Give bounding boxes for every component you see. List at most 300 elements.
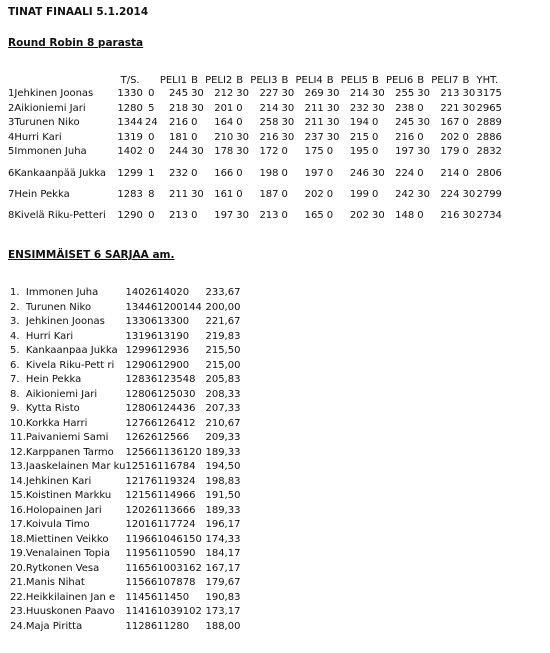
list-item bbox=[10, 562, 245, 577]
player-name: Rytkonen Vesa bbox=[25, 562, 100, 574]
player-name: Hurri Kari bbox=[14, 131, 62, 143]
game-bonus: 30 bbox=[326, 117, 340, 129]
game-bonus: 30 bbox=[236, 146, 250, 158]
player-name: Kankaanpää Jukka bbox=[14, 167, 107, 179]
game-score: 245 bbox=[168, 88, 189, 100]
player-name: Aikioniemi Jari bbox=[25, 388, 98, 400]
game-score: 179 bbox=[440, 146, 460, 158]
game-bonus: 30 bbox=[281, 88, 295, 100]
game-bonus: 30 bbox=[372, 102, 385, 114]
rank-cell: 17. bbox=[10, 519, 26, 531]
header-cell: T/S. bbox=[120, 75, 140, 86]
player-name: Manis Nihat bbox=[25, 577, 85, 589]
game-score: 216 bbox=[168, 117, 189, 129]
s-cell: 8 bbox=[148, 188, 155, 200]
rank-cell: 8 bbox=[8, 210, 15, 221]
total-cell: 2734 bbox=[476, 210, 502, 221]
list-item bbox=[10, 315, 245, 330]
player-name: Jehkinen Joonas bbox=[25, 316, 105, 328]
rank-cell: 7 bbox=[8, 188, 15, 200]
list-item bbox=[10, 431, 245, 446]
list-item bbox=[10, 547, 245, 562]
game-score: 213 bbox=[168, 210, 189, 221]
rank-cell: 1 bbox=[8, 88, 15, 100]
average-cell: 191,50 bbox=[205, 490, 241, 502]
series-cell: 134461200144 bbox=[125, 301, 202, 313]
game-score: 214 bbox=[440, 167, 460, 179]
series-cell: 12806124436 bbox=[125, 403, 196, 415]
rank-cell: 18. bbox=[10, 533, 26, 545]
table-row bbox=[8, 131, 506, 146]
game-score: 211 bbox=[304, 117, 324, 129]
series-cell: 1145611450 bbox=[125, 591, 190, 603]
game-score: 194 bbox=[349, 117, 369, 129]
game-bonus: 30 bbox=[236, 88, 250, 100]
list-item bbox=[10, 591, 245, 606]
series-cell: 11956110590 bbox=[125, 548, 196, 560]
player-name: Kivelä Riku-Petteri bbox=[14, 210, 106, 221]
game-score: 164 bbox=[214, 117, 234, 129]
game-bonus: 0 bbox=[417, 167, 424, 179]
average-cell: 190,83 bbox=[205, 591, 241, 603]
header-cell: B bbox=[462, 75, 470, 86]
player-name: Hein Pekka bbox=[25, 374, 82, 386]
rank-cell: 4. bbox=[10, 330, 20, 342]
ts-cell: 1280 bbox=[117, 102, 143, 114]
average-cell: 215,00 bbox=[205, 359, 241, 371]
list-item bbox=[10, 301, 245, 316]
table-row bbox=[8, 87, 506, 102]
series-cell: 12766126412 bbox=[125, 417, 196, 429]
average-cell: 194,50 bbox=[205, 461, 241, 473]
ts-cell: 1344 bbox=[117, 117, 143, 129]
ts-cell: 1319 bbox=[117, 131, 143, 143]
player-name: Koistinen Markku bbox=[25, 490, 112, 502]
game-bonus: 30 bbox=[372, 210, 385, 221]
game-score: 201 bbox=[214, 102, 234, 114]
first6-heading: ENSIMMÄISET 6 SARJAA am. bbox=[8, 249, 175, 261]
game-bonus: 30 bbox=[462, 188, 476, 200]
series-cell: 119661046150 bbox=[125, 533, 202, 545]
player-name: Paivaniemi Sami bbox=[25, 432, 109, 444]
player-name: Turunen Niko bbox=[14, 117, 80, 129]
game-bonus: 0 bbox=[281, 167, 288, 179]
game-bonus: 30 bbox=[417, 146, 430, 158]
rank-cell: 6 bbox=[8, 167, 15, 179]
rank-cell: 7. bbox=[10, 374, 20, 386]
list-item bbox=[10, 605, 245, 620]
game-bonus: 30 bbox=[326, 88, 340, 100]
average-cell: 215,50 bbox=[205, 345, 241, 357]
series-cell: 1290612900 bbox=[125, 359, 190, 371]
header-cell: PELI3 bbox=[250, 75, 278, 86]
game-bonus: 0 bbox=[326, 167, 334, 179]
game-score: 216 bbox=[440, 210, 460, 221]
game-score: 187 bbox=[259, 188, 279, 200]
game-bonus: 30 bbox=[191, 102, 204, 114]
game-bonus: 0 bbox=[462, 131, 469, 143]
game-bonus: 30 bbox=[191, 88, 204, 100]
series-cell: 12026113666 bbox=[125, 504, 196, 516]
game-bonus: 0 bbox=[417, 131, 424, 143]
game-bonus: 0 bbox=[417, 210, 424, 221]
list-item bbox=[10, 620, 245, 635]
average-cell: 210,67 bbox=[205, 417, 241, 429]
rank-cell: 15. bbox=[10, 490, 26, 502]
round-robin-header-row bbox=[8, 76, 506, 87]
game-bonus: 30 bbox=[236, 210, 250, 221]
player-name: Jehkinen Kari bbox=[25, 475, 92, 487]
game-bonus: 0 bbox=[191, 210, 198, 221]
list-item bbox=[10, 533, 245, 548]
header-cell: PELI5 bbox=[340, 75, 368, 86]
game-score: 258 bbox=[259, 117, 279, 129]
game-score: 167 bbox=[440, 117, 460, 129]
series-cell: 1330613300 bbox=[125, 316, 190, 328]
series-cell: 1319613190 bbox=[125, 330, 190, 342]
game-score: 211 bbox=[304, 102, 324, 114]
table-row bbox=[8, 116, 506, 131]
rank-cell: 1. bbox=[10, 287, 20, 299]
average-cell: 207,33 bbox=[205, 403, 241, 415]
series-cell: 116561003162 bbox=[125, 562, 202, 574]
game-score: 214 bbox=[349, 88, 369, 100]
game-bonus: 0 bbox=[462, 146, 469, 158]
game-bonus: 0 bbox=[326, 210, 334, 221]
total-cell: 2806 bbox=[476, 167, 502, 179]
player-name: Hurri Kari bbox=[25, 330, 74, 342]
s-cell: 1 bbox=[148, 167, 155, 179]
total-cell: 2889 bbox=[476, 117, 502, 129]
series-cell: 125661136120 bbox=[125, 446, 202, 458]
player-name: Kankaanpaa Jukka bbox=[25, 345, 118, 357]
game-bonus: 30 bbox=[326, 102, 340, 114]
player-name: Karppanen Tarmo bbox=[25, 446, 114, 458]
series-cell: 12836123548 bbox=[125, 374, 196, 386]
game-bonus: 0 bbox=[372, 117, 379, 129]
game-score: 211 bbox=[168, 188, 189, 200]
game-bonus: 30 bbox=[326, 131, 340, 143]
ts-cell: 1283 bbox=[117, 188, 143, 200]
total-cell: 2886 bbox=[476, 131, 502, 143]
game-score: 197 bbox=[214, 210, 234, 221]
rank-cell: 5 bbox=[8, 146, 15, 158]
average-cell: 189,33 bbox=[205, 504, 241, 516]
list-item bbox=[10, 388, 245, 403]
average-cell: 184,17 bbox=[205, 548, 241, 560]
game-score: 181 bbox=[168, 131, 189, 143]
series-cell: 114161039102 bbox=[125, 606, 202, 618]
page-title: TINAT FINAALI 5.1.2014 bbox=[8, 6, 149, 18]
game-bonus: 0 bbox=[372, 146, 379, 158]
series-cell: 1128611280 bbox=[125, 620, 190, 632]
game-score: 218 bbox=[168, 102, 189, 114]
game-bonus: 0 bbox=[417, 102, 424, 114]
s-cell: 0 bbox=[148, 146, 155, 158]
game-score: 244 bbox=[168, 146, 189, 158]
s-cell: 24 bbox=[144, 117, 158, 129]
game-score: 269 bbox=[304, 88, 324, 100]
series-cell: 12176119324 bbox=[125, 475, 196, 487]
game-score: 213 bbox=[440, 88, 460, 100]
ts-cell: 1299 bbox=[117, 167, 143, 179]
table-row bbox=[8, 102, 506, 117]
s-cell: 5 bbox=[148, 102, 155, 114]
rank-cell: 10. bbox=[10, 417, 26, 429]
list-item bbox=[10, 359, 245, 374]
game-bonus: 0 bbox=[462, 167, 469, 179]
game-bonus: 0 bbox=[326, 146, 334, 158]
total-cell: 2799 bbox=[476, 188, 502, 200]
player-name: Venalainen Topia bbox=[25, 548, 111, 560]
game-score: 198 bbox=[259, 167, 279, 179]
header-cell: B bbox=[326, 75, 334, 86]
game-score: 242 bbox=[395, 188, 415, 200]
total-cell: 3175 bbox=[476, 88, 502, 100]
game-score: 245 bbox=[395, 117, 415, 129]
list-item bbox=[10, 446, 245, 461]
game-score: 202 bbox=[304, 188, 324, 200]
average-cell: 233,67 bbox=[205, 287, 241, 299]
game-bonus: 30 bbox=[372, 167, 385, 179]
game-score: 197 bbox=[304, 167, 324, 179]
player-name: Jaaskelainen Mar ku bbox=[25, 461, 126, 473]
round-robin-heading: Round Robin 8 parasta bbox=[8, 37, 144, 49]
average-cell: 219,83 bbox=[205, 330, 241, 342]
game-bonus: 0 bbox=[236, 117, 243, 129]
series-cell: 1299612936 bbox=[125, 345, 190, 357]
header-cell: PELI1 bbox=[159, 75, 188, 86]
first6-table bbox=[10, 286, 245, 634]
game-score: 166 bbox=[214, 167, 234, 179]
game-score: 213 bbox=[259, 210, 279, 221]
header-cell: B bbox=[281, 75, 289, 86]
table-row bbox=[8, 188, 506, 203]
average-cell: 208,33 bbox=[205, 388, 241, 400]
game-score: 237 bbox=[304, 131, 324, 143]
game-bonus: 30 bbox=[281, 102, 295, 114]
game-score: 202 bbox=[349, 210, 369, 221]
s-cell: 0 bbox=[148, 131, 155, 143]
game-bonus: 30 bbox=[462, 210, 476, 221]
table-row bbox=[8, 160, 506, 188]
game-score: 214 bbox=[259, 102, 279, 114]
game-score: 210 bbox=[214, 131, 234, 143]
player-name: Immonen Juha bbox=[14, 146, 87, 158]
list-item bbox=[10, 489, 245, 504]
game-score: 227 bbox=[259, 88, 279, 100]
game-bonus: 0 bbox=[191, 117, 198, 129]
average-cell: 179,67 bbox=[205, 577, 241, 589]
average-cell: 167,17 bbox=[205, 562, 241, 574]
game-bonus: 30 bbox=[462, 88, 476, 100]
average-cell: 188,00 bbox=[205, 620, 241, 632]
average-cell: 209,33 bbox=[205, 432, 241, 444]
player-name: Holopainen Jari bbox=[25, 504, 102, 516]
player-name: Korkka Harri bbox=[25, 417, 88, 429]
game-score: 197 bbox=[395, 146, 415, 158]
player-name: Huuskonen Paavo bbox=[25, 606, 115, 618]
rank-cell: 9. bbox=[10, 403, 20, 415]
player-name: Turunen Niko bbox=[25, 301, 92, 313]
rank-cell: 8. bbox=[10, 388, 20, 400]
header-cell bbox=[143, 76, 160, 87]
game-score: 238 bbox=[395, 102, 415, 114]
rank-cell: 4 bbox=[8, 131, 15, 143]
game-score: 172 bbox=[259, 146, 279, 158]
game-bonus: 0 bbox=[191, 131, 198, 143]
header-cell: PELI4 bbox=[295, 75, 323, 86]
game-bonus: 30 bbox=[281, 131, 295, 143]
average-cell: 173,17 bbox=[205, 606, 241, 618]
list-item bbox=[10, 402, 245, 417]
player-name: Hein Pekka bbox=[14, 188, 70, 200]
game-score: 216 bbox=[259, 131, 279, 143]
player-name: Jehkinen Joonas bbox=[14, 88, 94, 100]
list-item bbox=[10, 330, 245, 345]
game-score: 221 bbox=[440, 102, 460, 114]
player-name: Immonen Juha bbox=[25, 287, 99, 299]
table-row bbox=[8, 202, 506, 230]
series-cell: 12156114966 bbox=[125, 490, 196, 502]
table-row bbox=[8, 145, 506, 160]
game-score: 246 bbox=[349, 167, 369, 179]
game-score: 199 bbox=[349, 188, 369, 200]
round-robin-table bbox=[8, 76, 506, 230]
rank-cell: 22. bbox=[10, 591, 26, 603]
average-cell: 221,67 bbox=[205, 316, 241, 328]
series-cell: 1402614020 bbox=[125, 287, 190, 299]
game-bonus: 0 bbox=[281, 146, 288, 158]
header-cell: B bbox=[417, 75, 425, 86]
rank-cell: 12. bbox=[10, 446, 26, 458]
rank-cell: 16. bbox=[10, 504, 26, 516]
header-cell: YHT. bbox=[476, 75, 499, 86]
game-score: 215 bbox=[349, 131, 369, 143]
rank-cell: 13. bbox=[10, 461, 26, 473]
game-bonus: 0 bbox=[281, 210, 288, 221]
player-name: Kytta Risto bbox=[25, 403, 80, 415]
game-bonus: 30 bbox=[236, 131, 250, 143]
list-item bbox=[10, 518, 245, 533]
series-cell: 1262612566 bbox=[125, 432, 190, 444]
series-cell: 12516116784 bbox=[125, 461, 196, 473]
list-item bbox=[10, 344, 245, 359]
header-cell: PELI2 bbox=[205, 75, 233, 86]
game-bonus: 30 bbox=[191, 188, 204, 200]
header-cell: B bbox=[236, 75, 244, 86]
game-bonus: 30 bbox=[417, 88, 430, 100]
game-bonus: 30 bbox=[462, 102, 476, 114]
player-name: Aikioniemi Jari bbox=[14, 102, 86, 114]
game-score: 224 bbox=[395, 167, 415, 179]
series-cell: 11566107878 bbox=[125, 577, 196, 589]
game-score: 161 bbox=[214, 188, 234, 200]
list-item bbox=[10, 576, 245, 591]
total-cell: 2965 bbox=[476, 102, 502, 114]
game-bonus: 30 bbox=[191, 146, 204, 158]
list-item bbox=[10, 504, 245, 519]
game-bonus: 30 bbox=[417, 188, 430, 200]
average-cell: 174,33 bbox=[205, 533, 241, 545]
game-bonus: 0 bbox=[372, 188, 379, 200]
game-bonus: 0 bbox=[236, 167, 243, 179]
game-bonus: 0 bbox=[191, 167, 198, 179]
game-score: 148 bbox=[395, 210, 415, 221]
game-bonus: 0 bbox=[372, 131, 379, 143]
rank-cell: 2 bbox=[8, 102, 15, 114]
game-score: 175 bbox=[304, 146, 324, 158]
list-item bbox=[10, 417, 245, 432]
game-bonus: 30 bbox=[281, 117, 295, 129]
list-item bbox=[10, 286, 245, 301]
ts-cell: 1402 bbox=[117, 146, 143, 158]
rank-cell: 3. bbox=[10, 316, 20, 328]
game-score: 224 bbox=[440, 188, 460, 200]
list-item bbox=[10, 475, 245, 490]
rank-cell: 23. bbox=[10, 606, 26, 618]
game-bonus: 0 bbox=[236, 188, 243, 200]
header-cell: B bbox=[191, 75, 198, 86]
header-cell bbox=[14, 76, 117, 87]
rank-cell: 11. bbox=[10, 432, 26, 444]
game-score: 255 bbox=[395, 88, 415, 100]
game-score: 232 bbox=[168, 167, 189, 179]
rank-cell: 19. bbox=[10, 548, 26, 560]
series-cell: 12806125030 bbox=[125, 388, 196, 400]
s-cell: 0 bbox=[148, 210, 155, 221]
ts-cell: 1290 bbox=[117, 210, 143, 221]
game-score: 178 bbox=[214, 146, 234, 158]
player-name: Kivela Riku-Pett ri bbox=[25, 359, 115, 371]
s-cell: 0 bbox=[148, 88, 155, 100]
header-cell: PELI7 bbox=[431, 75, 459, 86]
average-cell: 200,00 bbox=[205, 301, 241, 313]
game-score: 216 bbox=[395, 131, 415, 143]
average-cell: 198,83 bbox=[205, 475, 241, 487]
game-bonus: 0 bbox=[462, 117, 469, 129]
header-cell: B bbox=[372, 75, 379, 86]
player-name: Koivula Timo bbox=[25, 519, 90, 531]
player-name: Maja Piritta bbox=[25, 620, 83, 632]
game-score: 232 bbox=[349, 102, 369, 114]
average-cell: 196,17 bbox=[205, 519, 241, 531]
series-cell: 12016117724 bbox=[125, 519, 196, 531]
game-score: 212 bbox=[214, 88, 234, 100]
average-cell: 189,33 bbox=[205, 446, 241, 458]
rank-cell: 5. bbox=[10, 345, 20, 357]
rank-cell: 21. bbox=[10, 577, 26, 589]
header-cell: PELI6 bbox=[386, 75, 414, 86]
game-score: 165 bbox=[304, 210, 324, 221]
rank-cell: 14. bbox=[10, 475, 26, 487]
game-bonus: 30 bbox=[372, 88, 385, 100]
list-item bbox=[10, 373, 245, 388]
player-name: Heikkilainen Jan e bbox=[25, 591, 116, 603]
list-item bbox=[10, 460, 245, 475]
rank-cell: 20. bbox=[10, 562, 26, 574]
rank-cell: 24. bbox=[10, 620, 26, 632]
total-cell: 2832 bbox=[476, 146, 502, 158]
rank-cell: 2. bbox=[10, 301, 20, 313]
game-score: 202 bbox=[440, 131, 460, 143]
game-bonus: 0 bbox=[326, 188, 334, 200]
game-score: 195 bbox=[349, 146, 369, 158]
game-bonus: 0 bbox=[236, 102, 243, 114]
player-name: Miettinen Veikko bbox=[25, 533, 109, 545]
average-cell: 205,83 bbox=[205, 374, 241, 386]
game-bonus: 0 bbox=[281, 188, 288, 200]
